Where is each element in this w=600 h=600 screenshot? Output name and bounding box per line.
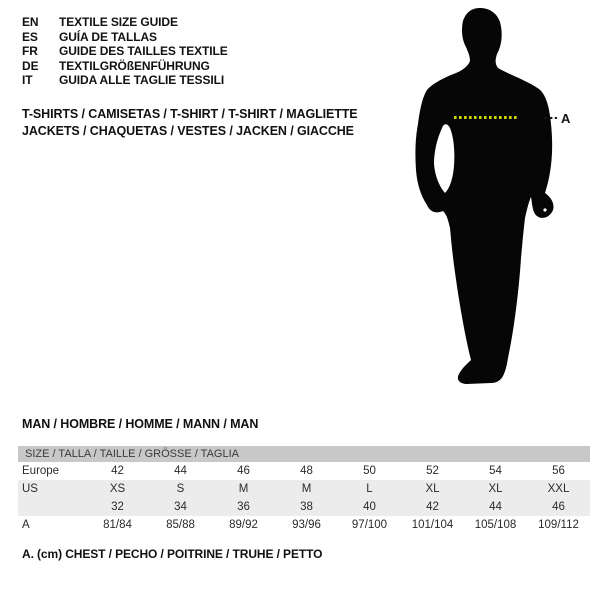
row-label: US [22,483,38,495]
language-label: GUÍA DE TALLAS [59,29,157,44]
size-cell: 36 [237,501,250,513]
section-title-man: MAN / HOMBRE / HOMME / MANN / MAN [22,417,259,431]
size-cell: 105/108 [474,519,517,531]
size-cell: 46 [552,501,565,513]
size-cell: 46 [237,465,250,477]
size-table [18,446,590,534]
hand-detail [543,208,546,211]
size-cell: 85/88 [166,519,195,531]
size-cell: 42 [111,465,124,477]
size-cell: 34 [174,501,187,513]
size-cell: 56 [552,465,565,477]
size-cell: 109/112 [538,519,579,531]
category-line-jackets: JACKETS / CHAQUETAS / VESTES / JACKEN / GIACCHE [22,123,354,138]
language-label: TEXTILE SIZE GUIDE [59,15,178,29]
language-code: ES [22,29,38,44]
size-cell: 48 [300,465,313,477]
table-row-us [18,480,590,498]
size-cell: M [238,483,249,495]
language-label: TEXTILGRÖßENFÜHRUNG [59,58,210,73]
size-cell: 42 [426,501,439,513]
size-cell: 40 [363,501,376,513]
row-label [18,498,86,516]
size-cell: 38 [300,501,313,513]
man-figure [398,0,600,412]
size-cell: XL [425,483,440,495]
language-code: EN [22,15,39,29]
category-lines [22,106,358,139]
language-code: DE [22,58,39,73]
category-line-tshirts: T-SHIRTS / CAMISETAS / T-SHIRT / T-SHIRT / MAGLIETTE [22,107,358,121]
size-cell: XS [109,483,126,495]
measurement-footnote: A. (cm) CHEST / PECHO / POITRINE / TRUHE / PETTO [22,547,323,561]
size-cell: 50 [363,465,376,477]
size-cell: 32 [111,501,124,513]
size-cell: 81/84 [103,519,132,531]
man-silhouette-svg [398,0,600,412]
size-cell: 44 [489,501,502,513]
row-label: Europe [22,465,60,477]
language-row-en [22,15,228,30]
size-cell: L [366,483,373,495]
table-row-chest-cm [18,516,590,534]
measure-label-a: A [561,111,571,126]
size-cell: 52 [426,465,439,477]
language-row-de [22,59,228,74]
language-list [22,15,228,88]
size-table-header: SIZE / TALLA / TAILLE / GRÖSSE / TAGLIA [18,446,590,462]
size-cell: 93/96 [292,519,321,531]
man-silhouette [415,8,553,384]
size-cell: 97/100 [351,519,388,531]
language-code: IT [22,73,33,88]
language-row-it [22,73,228,88]
language-row-fr [22,44,228,59]
size-cell: 101/104 [411,519,454,531]
row-label: A [22,519,30,531]
table-row-numeric [18,498,590,516]
size-cell: 89/92 [229,519,258,531]
size-cell: XL [488,483,503,495]
size-cell: M [301,483,312,495]
size-cell: S [176,483,185,495]
size-cell: XXL [547,483,570,495]
size-cell: 44 [174,465,187,477]
language-row-es [22,30,228,45]
size-cell: 54 [489,465,502,477]
language-code: FR [22,44,38,59]
language-label: GUIDE DES TAILLES TEXTILE [59,44,228,59]
language-label: GUIDA ALLE TAGLIE TESSILI [59,73,225,88]
table-row-europe [18,462,590,480]
